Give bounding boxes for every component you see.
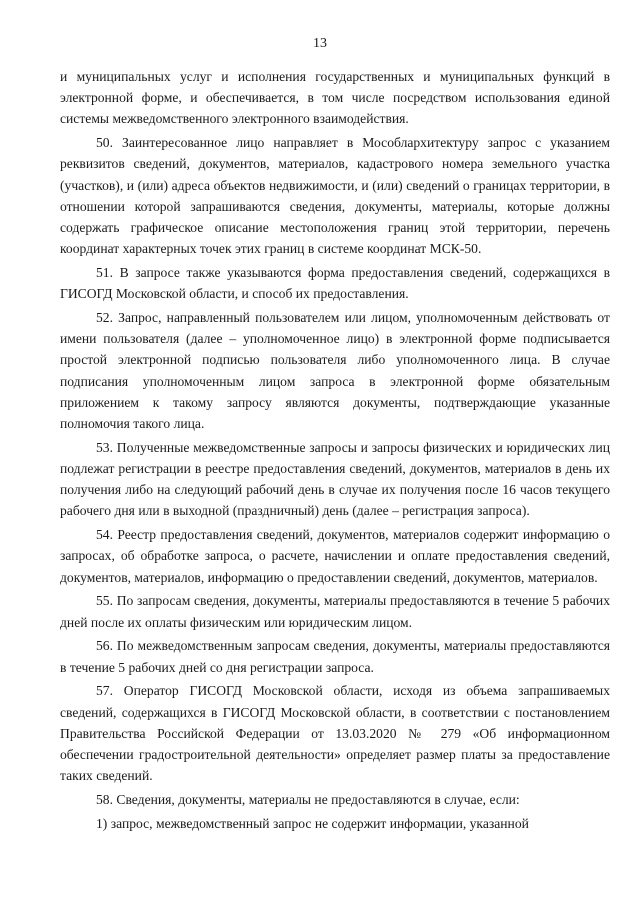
paragraph-58: 58. Сведения, документы, материалы не предоставляются в случае, если:	[96, 792, 520, 808]
paragraph-52: 52. Запрос, направленный пользователем или лицом, уполномоченным действовать от имени пользователя (далее – уполномоченное лицо) в электронной форме подписывается простой электронной подписью пользователя либо уполномоченного лица. В случае подписания уполномоченным лицом запроса в электронной форме обязательным приложением к такому запросу являются документы, подтверждающие указанные полномочия такого лица.	[60, 310, 610, 432]
document-body	[60, 66, 610, 837]
paragraph-51: 51. В запросе также указываются форма предоставления сведений, содержащихся в ГИСОГД Московской области, и способ их предоставления.	[60, 265, 610, 302]
list-item-1: 1) запрос, межведомственный запрос не содержит информации, указанной	[96, 815, 529, 831]
paragraph-continuation: и муниципальных услуг и исполнения государственных и муниципальных функций в электронной форме, и обеспечивается, в том числе посредством использования единой системы межведомственного электронного взаимодействия.	[60, 69, 610, 127]
page-number: 13	[313, 36, 327, 51]
paragraph-54: 54. Реестр предоставления сведений, документов, материалов содержит информацию о запросах, об обработке запроса, о расчете, начислении и оплате предоставления сведений, документов, материалов, информацию о предоставлении сведений, документов, материалов.	[60, 527, 610, 585]
paragraph-53: 53. Полученные межведомственные запросы и запросы физических и юридических лиц подлежат регистрации в реестре предоставления сведений, документов, материалов в день их получения либо на следующий рабочий день в случае их получения после 16 часов текущего рабочего дня или в выходной (праздничный) день (далее – регистрация запроса).	[60, 439, 610, 519]
paragraph-57: 57. Оператор ГИСОГД Московской области, исходя из объема запрашиваемых сведений, содержащихся в ГИСОГД Московской области, в соответствии с постановлением Правительства Российской Федерации от 13.03.2020 № 279 «Об информационном обеспечении градостроительной деятельности» определяет размер платы за предоставление таких сведений.	[60, 683, 610, 784]
paragraph-55: 55. По запросам сведения, документы, материалы предоставляются в течение 5 рабочих дней после их оплаты физическим или юридическим лицом.	[60, 593, 610, 630]
paragraph-50: 50. Заинтересованное лицо направляет в Мособлархитектуру запрос с указанием реквизитов сведений, документов, материалов, кадастрового номера земельного участка (участков), и (или) адреса объектов недвижимости, и (или) сведений о границах территории, в отношении которой запрашиваются сведения, документы, материалы, которые должны содержать графическое описание местоположения границ этой территории, перечень координат характерных точек этих границ в системе координат МСК-50.	[60, 135, 610, 257]
paragraph-56: 56. По межведомственным запросам сведения, документы, материалы предоставляются в течение 5 рабочих дней со дня регистрации запроса.	[60, 638, 610, 675]
